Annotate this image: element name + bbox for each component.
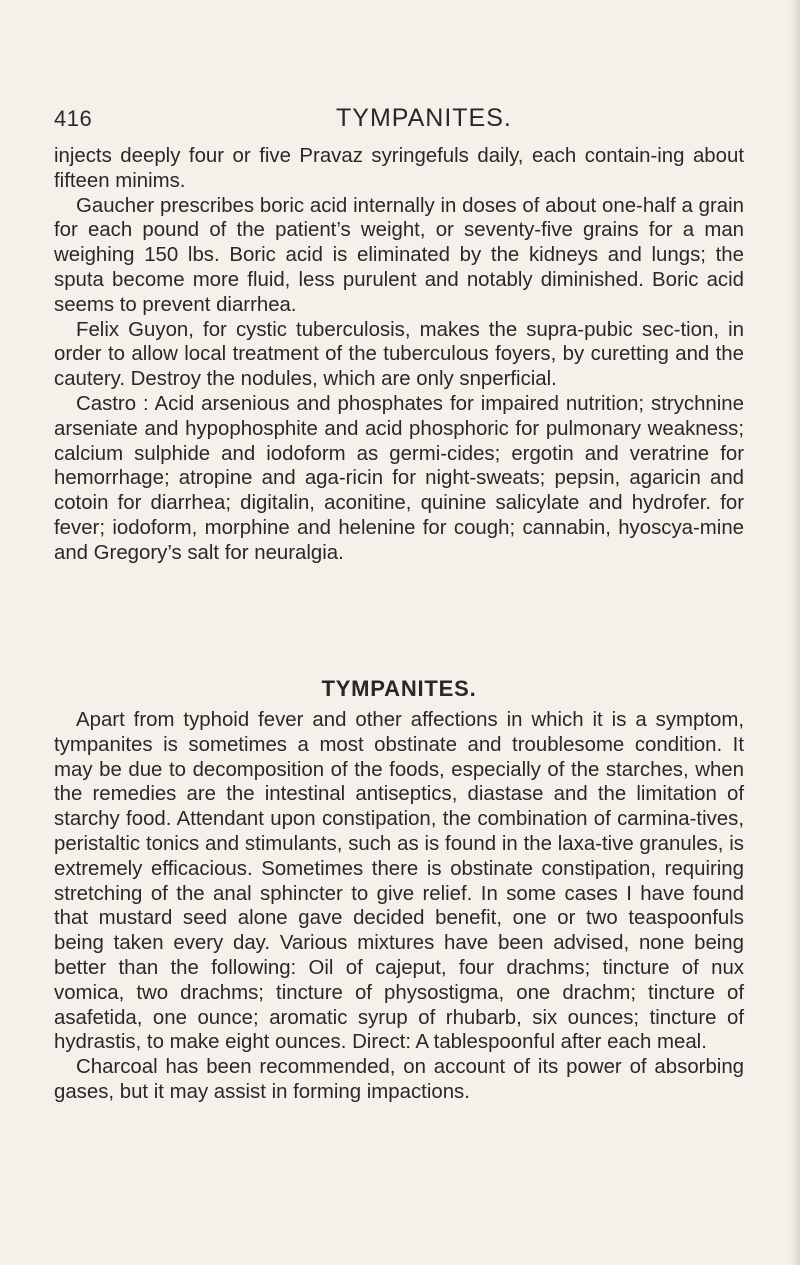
running-title: TYMPANITES.	[336, 104, 512, 132]
paragraph-charcoal: Charcoal has been recommended, on account of its power of absorbing gases, but it may assist in forming impactions.	[54, 1056, 744, 1103]
paragraph-guyon: Felix Guyon, for cystic tuberculosis, makes the supra-pubic sec-tion, in order to allow local treatment of the tuberculous foyers, by curetting and the cautery. Destroy the nodules, which are only snperficial.	[54, 318, 744, 391]
paragraph-continuation: injects deeply four or five Pravaz syringefuls daily, each contain-ing about fifteen minims.	[54, 145, 744, 192]
paragraph-gaucher: Gaucher prescribes boric acid internally in doses of about one-half a grain for each pound of the patient’s weight, or seventy-five grains for a man weighing 150 lbs. Boric acid is eliminated by the kidneys and lungs; the sputa become more fluid, less purulent and notably diminished. Boric acid seems to prevent diarrhea.	[54, 194, 744, 316]
text-block-top	[54, 144, 744, 566]
text-block-bottom	[54, 708, 744, 1105]
page-header	[54, 104, 744, 138]
paragraph-tympanites: Apart from typhoid fever and other affections in which it is a symptom, tympanites is sometimes a most obstinate and troublesome condition. It may be due to decomposition of the foods, especially of the starches, when the remedies are the intestinal antiseptics, diastase and the limitation of starchy food. Attendant upon constipation, the combination of carmina-tives, peristaltic tonics and stimulants, such as is found in the laxa-tive granules, is extremely efficacious. Sometimes there is obstinate constipation, requiring stretching of the anal sphincter to give relief. In some cases I have found that mustard seed alone gave decided benefit, one or two teaspoonfuls being taken every day. Various mixtures have been advised, none being better than the following: Oil of cajeput, four drachms; tincture of nux vomica, two drachms; tincture of physostigma, one drachm; tincture of asafetida, one ounce; aromatic syrup of rhubarb, six ounces; tincture of hydrastis, to make eight ounces. Direct: A tablespoonful after each meal.	[54, 709, 744, 1054]
paragraph-castro: Castro : Acid arsenious and phosphates for impaired nutrition; strychnine arseniate and hypophosphite and acid phosphoric for pulmonary weakness; calcium sulphide and iodoform as germi-cides; ergotin and veratrine for hemorrhage; atropine and aga-ricin for night-sweats; pepsin, agaricin and cotoin for diarrhea; digitalin, aconitine, quinine salicylate and hydrofer. for fever; iodoform, morphine and helenine for cough; cannabin, hyoscya-mine and Gregory’s salt for neuralgia.	[54, 392, 744, 564]
page-edge-shadow	[790, 0, 800, 1265]
section-heading: TYMPANITES.	[321, 676, 477, 701]
page-number: 416	[54, 106, 93, 131]
